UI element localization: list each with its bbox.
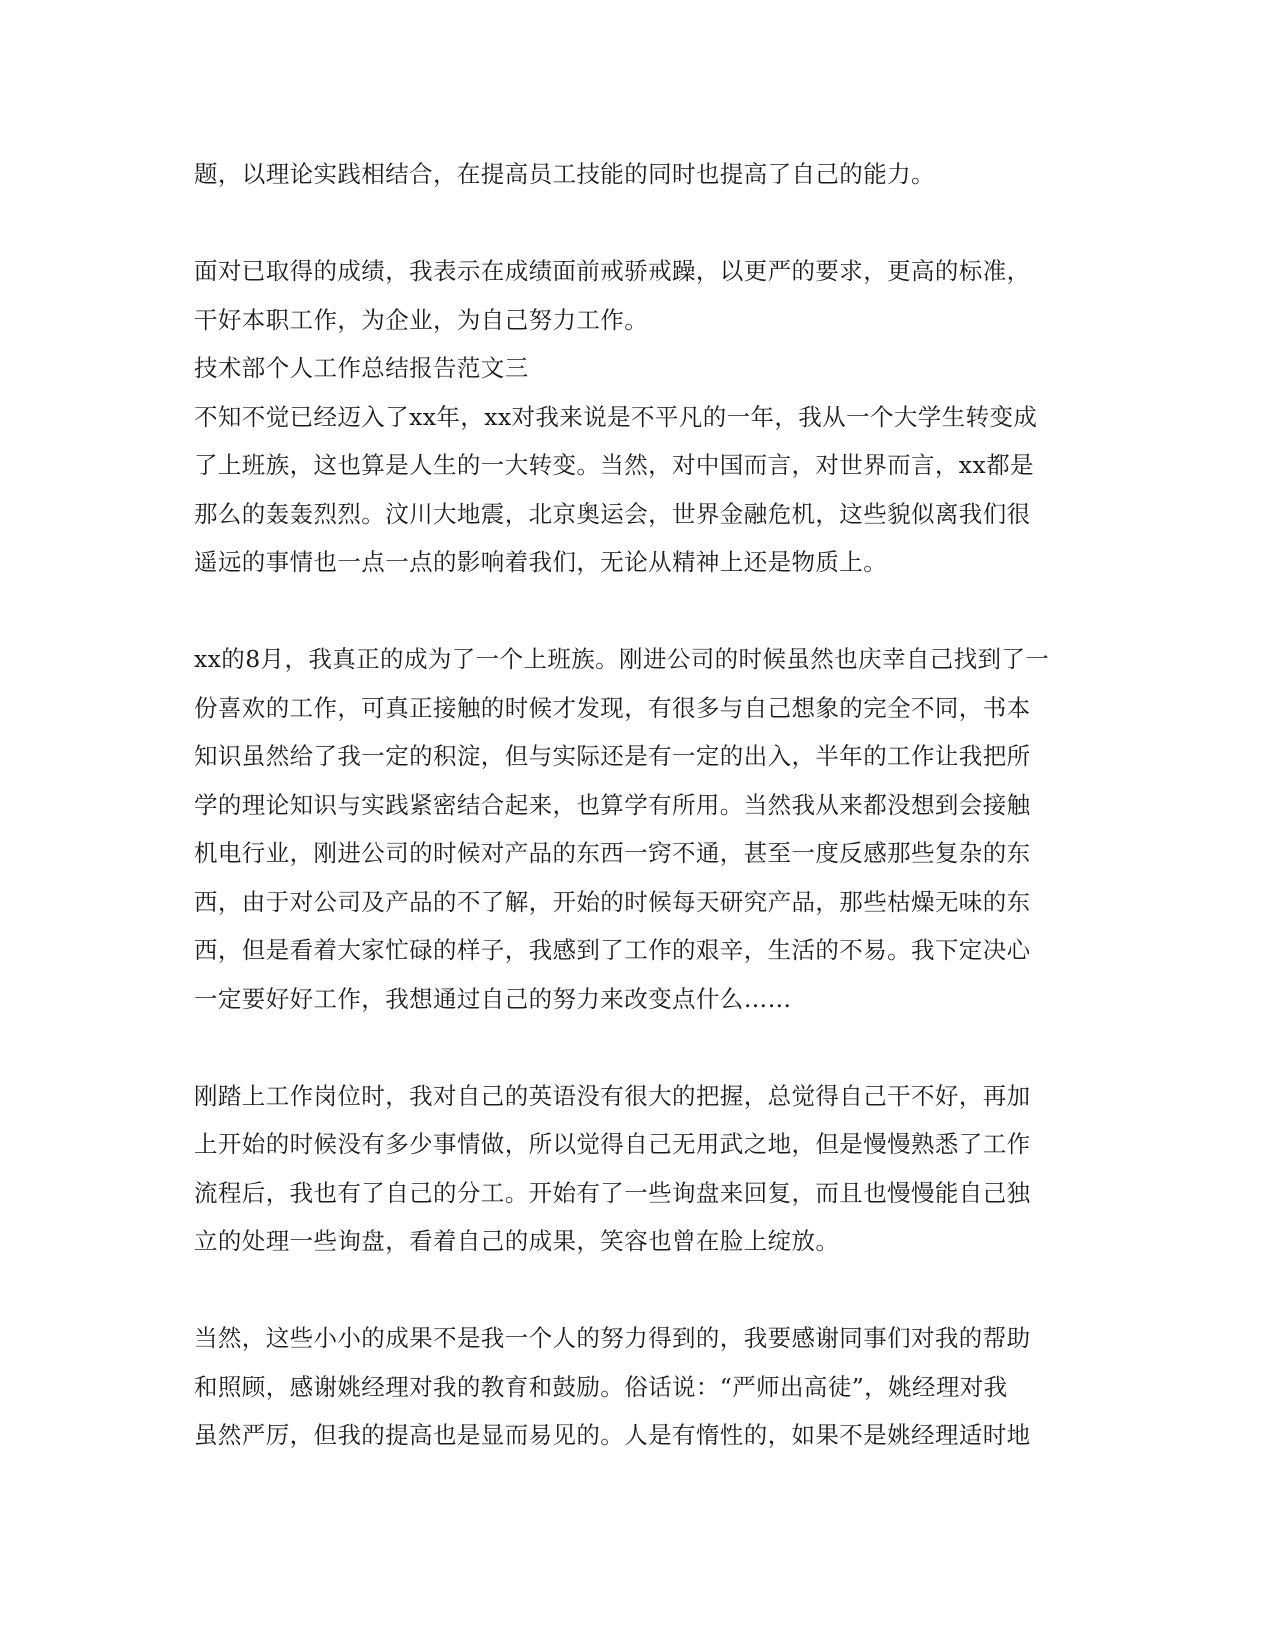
text-line: 西，但是看着大家忙碌的样子，我感到了工作的艰辛，生活的不易。我下定决心 — [194, 936, 1031, 964]
document-body — [194, 150, 1084, 1460]
text-line: 一定要好好工作，我想通过自己的努力来改变点什么…… — [194, 984, 792, 1013]
text-line: 和照顾，感谢姚经理对我的教育和鼓励。俗话说：“严师出高徒”，姚经理对我 — [194, 1372, 1008, 1401]
paragraph-gap — [194, 1266, 1084, 1315]
text-line: 当然，这些小小的成果不是我一个人的努力得到的，我要感谢同事们对我的帮助 — [194, 1324, 1031, 1352]
text-line: 刚踏上工作岗位时，我对自己的英语没有很大的把握，总觉得自己干不好，再加 — [194, 1081, 1031, 1110]
paragraph-5 — [194, 1072, 1084, 1266]
text-line: 那么的轰轰烈烈。汶川大地震，北京奥运会，世界金融危机，这些貌似离我们很 — [194, 499, 1031, 528]
section-heading: 技术部个人工作总结报告范文三 — [194, 354, 529, 382]
text-line: 立的处理一些询盘，看着自己的成果，笑容也曾在脸上绽放。 — [194, 1227, 840, 1255]
text-line: 西，由于对公司及产品的不了解，开始的时候每天研究产品，那些枯燥无味的东 — [194, 887, 1031, 916]
text-line: xx的8月，我真正的成为了一个上班族。刚进公司的时候虽然也庆幸自己找到了一 — [194, 645, 1050, 673]
text-line: 机电行业，刚进公司的时候对产品的东西一窍不通，甚至一度反感那些复杂的东 — [194, 839, 1031, 867]
text-line: 题，以理论实践相结合，在提高员工技能的同时也提高了自己的能力。 — [194, 160, 935, 188]
text-line: 干好本职工作，为企业，为自己努力工作。 — [194, 305, 649, 334]
text-line: 知识虽然给了我一定的积淀，但与实际还是有一定的出入，半年的工作让我把所 — [194, 742, 1031, 770]
text-line: 遥远的事情也一点一点的影响着我们，无论从精神上还是物质上。 — [194, 548, 888, 576]
paragraph-gap — [194, 587, 1084, 636]
paragraph-2 — [194, 247, 1084, 344]
text-line: 流程后，我也有了自己的分工。开始有了一些询盘来回复，而且也慢慢能自己独 — [194, 1178, 1031, 1207]
paragraph-gap — [194, 199, 1084, 248]
paragraph-1 — [194, 150, 1084, 199]
paragraph-gap — [194, 1023, 1084, 1072]
text-line: 份喜欢的工作，可真正接触的时候才发现，有很多与自己想象的完全不同，书本 — [194, 693, 1031, 722]
text-line: 面对已取得的成绩，我表示在成绩面前戒骄戒躁，以更严的要求，更高的标准， — [194, 257, 1031, 285]
text-line: 不知不觉已经迈入了xx年，xx对我来说是不平凡的一年，我从一个大学生转变成 — [194, 402, 1038, 431]
text-line: 学的理论知识与实践紧密结合起来，也算学有所用。当然我从来都没想到会接触 — [194, 790, 1031, 819]
paragraph-6 — [194, 1314, 1084, 1460]
paragraph-4 — [194, 635, 1084, 1023]
paragraph-3 — [194, 393, 1084, 587]
text-line: 上开始的时候没有多少事情做，所以觉得自己无用武之地，但是慢慢熟悉了工作 — [194, 1130, 1031, 1158]
text-line: 了上班族，这也算是人生的一大转变。当然，对中国而言，对世界而言，xx都是 — [194, 451, 1034, 479]
text-line: 虽然严厉，但我的提高也是显而易见的。人是有惰性的，如果不是姚经理适时地 — [194, 1421, 1031, 1449]
